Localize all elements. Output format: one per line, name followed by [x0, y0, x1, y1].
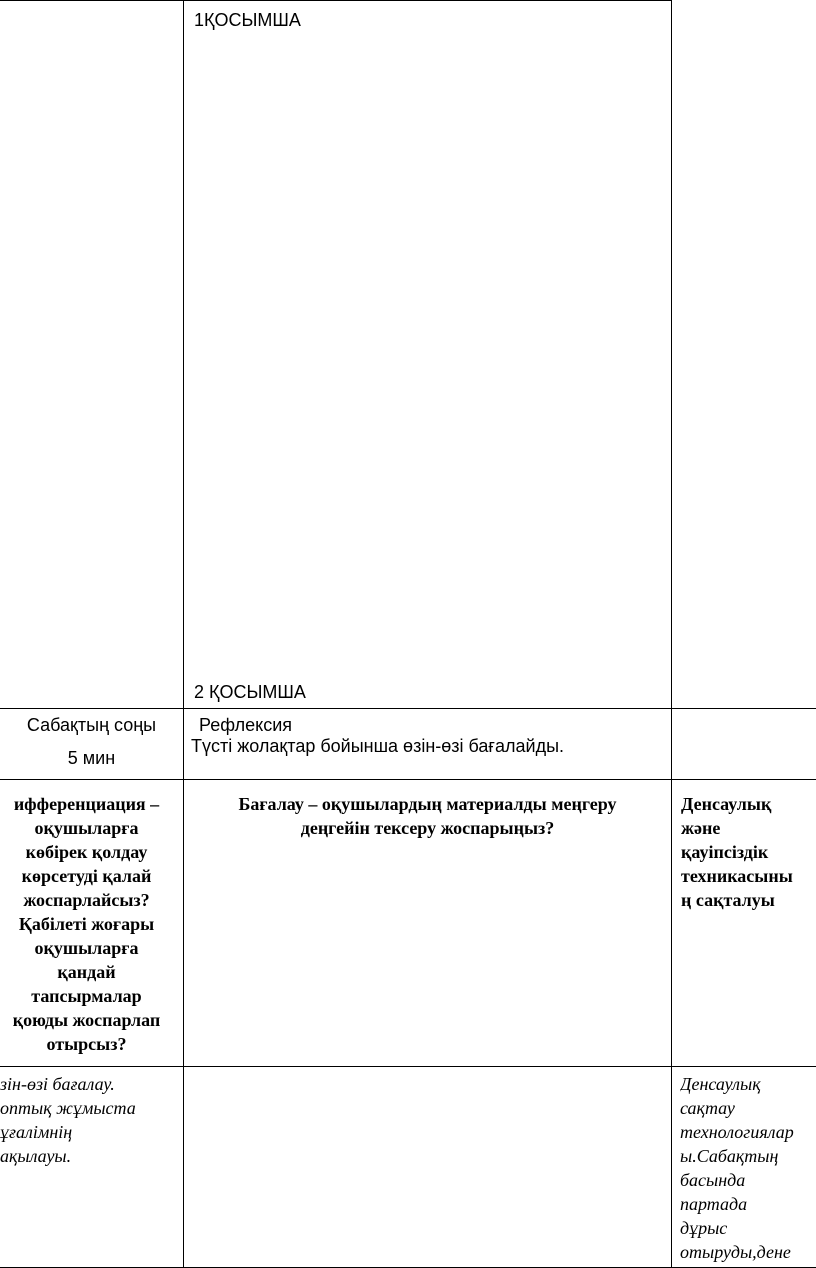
health-safety-line: Денсаулық: [681, 794, 772, 814]
row-divider-3: [0, 1066, 816, 1067]
differentiation-line: қоюды жоспарлап: [12, 1010, 161, 1030]
reflection-text: Түсті жолақтар бойынша өзін-өзі бағалайды.: [191, 736, 565, 756]
row-divider-1: [0, 708, 816, 709]
lesson-stage-title: Сабақтың соңы: [26, 715, 157, 735]
differentiation-line: тапсырмалар: [31, 986, 142, 1006]
health-safety-line: қауіпсіздік: [681, 842, 769, 862]
appendix-1-label: 1ҚОСЫМША: [194, 10, 301, 30]
differentiation-line: отырсыз?: [46, 1034, 127, 1054]
lesson-duration: 5 мин: [67, 748, 116, 768]
health-safety-value-line: отыруды,дене: [680, 1242, 791, 1262]
assessment-line: деңгейін тексеру жоспарыңыз?: [300, 818, 555, 838]
differentiation-line: оқушыларға: [34, 818, 139, 838]
differentiation-value-line: ұғалімнің: [0, 1122, 73, 1142]
col-divider-1: [183, 0, 184, 1066]
health-safety-value-line: басында: [680, 1170, 746, 1190]
differentiation-line: көрсетуді қалай: [21, 866, 152, 886]
assessment-header: [184, 792, 671, 840]
health-safety-value-line: Денсаулық: [680, 1074, 761, 1094]
differentiation-value: [0, 1072, 183, 1168]
health-safety-value-line: технологиялар: [680, 1122, 794, 1142]
health-safety-value-line: партада: [680, 1194, 748, 1214]
col-divider-2-lower: [671, 1066, 672, 1268]
health-safety-line: ң сақталуы: [681, 890, 775, 910]
reflection-title: Рефлексия: [199, 715, 293, 735]
health-safety-value: [680, 1072, 816, 1266]
differentiation-line: жоспарлайсыз?: [23, 890, 150, 910]
appendix-2-label: 2 ҚОСЫМША: [194, 682, 306, 702]
table-border-top: [0, 0, 672, 1]
health-safety-value-line: сақтау: [680, 1098, 735, 1118]
differentiation-line: көбірек қолдау: [25, 842, 148, 862]
differentiation-value-line: оптық жұмыста: [0, 1098, 136, 1118]
assessment-line: Бағалау – оқушылардың материалды меңгеру: [238, 794, 617, 814]
col-divider-2-upper: [671, 0, 672, 1066]
col-divider-1-lower: [183, 1066, 184, 1268]
differentiation-line: қандай: [57, 962, 116, 982]
differentiation-line: ифференциация –: [13, 794, 160, 814]
health-safety-header: [681, 792, 816, 912]
health-safety-value-line: ы.Сабақтың: [680, 1146, 779, 1166]
differentiation-value-line: зін-өзі бағалау.: [0, 1074, 115, 1094]
row-divider-2: [0, 779, 816, 780]
health-safety-line: және: [681, 818, 721, 838]
differentiation-line: оқушыларға: [34, 938, 139, 958]
differentiation-value-line: ақылауы.: [0, 1146, 72, 1166]
health-safety-line: техникасыны: [681, 866, 793, 886]
differentiation-line: Қабілеті жоғары: [18, 914, 155, 934]
health-safety-value-line: дұрыс: [680, 1218, 728, 1238]
differentiation-header: [0, 792, 183, 1056]
